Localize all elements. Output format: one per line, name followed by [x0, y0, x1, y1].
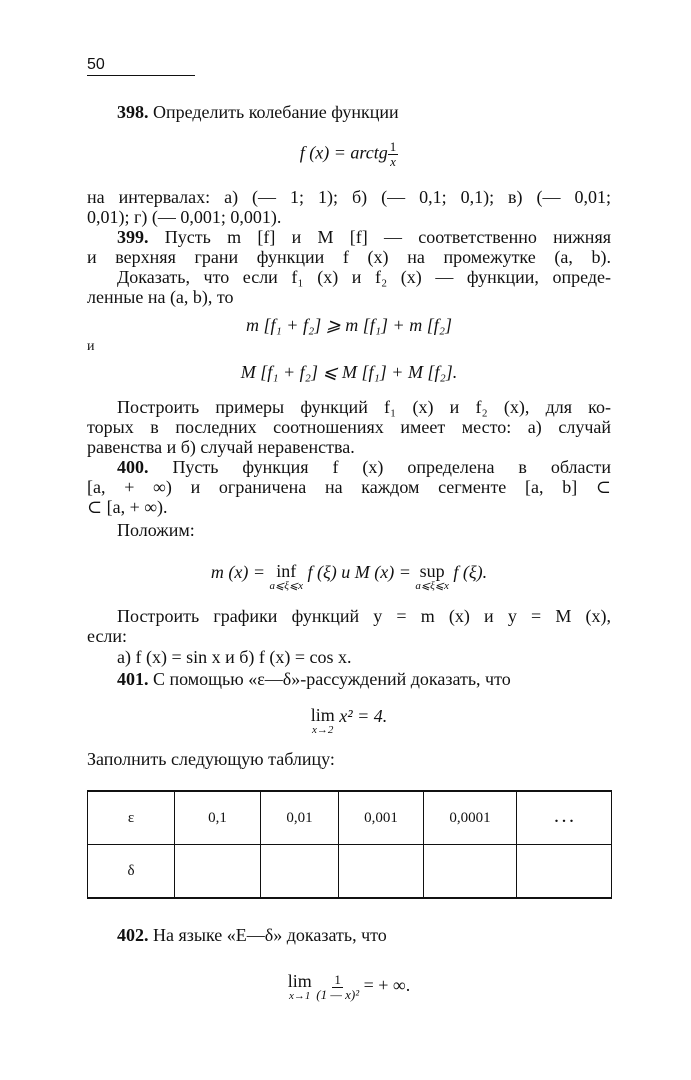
problem-text: С помощью «ε—δ»-рассуждений доказать, что: [153, 669, 511, 689]
lim-operator: lim: [310, 705, 335, 725]
formula-part: f (ξ).: [453, 562, 488, 582]
formula-lim-x2: [87, 706, 611, 736]
lim-operator: lim: [287, 971, 312, 991]
table-cell: [339, 845, 424, 899]
formula-lim-infinity: [87, 972, 611, 1002]
formula-part: m (x) =: [210, 562, 266, 582]
problem-text: Определить колебание функции: [153, 102, 399, 122]
text-line: [a, + ∞) и ограничена на каждом сегменте [a, b] ⊂: [87, 477, 611, 497]
sup-operator: sup: [419, 561, 445, 581]
table-cell: [517, 845, 612, 899]
table-cell: 0,01: [261, 791, 339, 845]
problem-text: Пусть m [f] и M [f] — соответственно нижняя: [164, 227, 612, 247]
inf-subscript: a⩽ξ⩽x: [269, 580, 304, 592]
formula-part: x² = 4.: [339, 706, 388, 726]
problem-text: На языке «E—δ» доказать, что: [153, 925, 387, 945]
problem-399-title: [87, 227, 611, 247]
problem-401-title: [87, 669, 611, 689]
formula-lhs: f (x) = arctg: [299, 142, 388, 163]
text-line: ленные на (a, b), то: [87, 287, 234, 307]
table-cell: . . .: [517, 791, 612, 845]
formula-arctg: [87, 140, 611, 169]
epsilon-delta-table: [87, 790, 612, 899]
fraction-denominator: (1 — x)²: [316, 986, 360, 1002]
formula-part: = + ∞.: [363, 975, 411, 996]
text-line: Заполнить следующую таблицу:: [87, 749, 335, 769]
text-line: 0,01); г) (— 0,001; 0,001).: [87, 207, 282, 227]
text-line: Положим:: [117, 520, 195, 540]
text-line: если:: [87, 626, 128, 646]
table-cell: δ: [88, 845, 175, 899]
formula-part: f (ξ) и M (x) =: [307, 562, 411, 582]
problem-number: 401.: [117, 669, 149, 689]
text-line: торых в последних соотношениях имеет место: а) случай: [87, 417, 611, 437]
text-line: равенства и б) случай неравенства.: [87, 437, 355, 457]
lim-subscript: x→1: [289, 990, 311, 1002]
text-line: и: [87, 339, 95, 354]
table-cell: 0,1: [175, 791, 261, 845]
table-cell: 0,001: [339, 791, 424, 845]
table-cell: [175, 845, 261, 899]
problem-398-title: [87, 102, 611, 122]
text-line: а) f (x) = sin x и б) f (x) = cos x.: [117, 647, 352, 667]
table-row: [88, 791, 612, 845]
formula-inf-inequality: m [f₁ + f₂] ⩾ m [f₁] + m [f₂]: [246, 315, 452, 335]
table-cell: 0,0001: [424, 791, 517, 845]
problem-text: Пусть функция f (x) определена в области: [172, 457, 612, 477]
sup-subscript: a⩽ξ⩽x: [415, 580, 449, 592]
header-rule: [87, 75, 195, 76]
formula-sup-inequality: M [f₁ + f₂] ⩽ M [f₁] + M [f₂].: [240, 362, 458, 382]
problem-number: 399.: [117, 227, 149, 247]
fraction-numerator: 1: [334, 971, 341, 987]
table-cell: [424, 845, 517, 899]
text-line: Построить графики функций y = m (x) и y = M (x),: [117, 606, 611, 626]
problem-number: 400.: [117, 457, 149, 477]
text-line: ⊂ [a, + ∞).: [87, 497, 168, 517]
fraction-numerator: 1: [389, 139, 397, 154]
table-row: [88, 845, 612, 899]
table-cell: ε: [88, 791, 175, 845]
formula-inf-sup: [87, 562, 611, 592]
problem-number: 398.: [117, 102, 149, 122]
text-line: Доказать, что если f₁ (x) и f₂ (x) — функции, опреде-: [117, 267, 611, 287]
text-line: на интервалах: а) (— 1; 1); б) (— 0,1; 0,1); в) (— 0,01;: [87, 187, 611, 207]
problem-number: 402.: [117, 925, 149, 945]
text-line: и верхняя грани функции f (x) на промежутке (a, b).: [87, 247, 611, 267]
lim-subscript: x→2: [312, 724, 334, 736]
text-line: Построить примеры функций f₁ (x) и f₂ (x), для ко-: [117, 397, 611, 417]
problem-400-title: [87, 457, 611, 477]
table-cell: [261, 845, 339, 899]
page-number: 50: [87, 56, 105, 73]
fraction-denominator: x: [390, 154, 396, 169]
inf-operator: inf: [276, 561, 297, 581]
problem-402-title: [87, 925, 611, 945]
